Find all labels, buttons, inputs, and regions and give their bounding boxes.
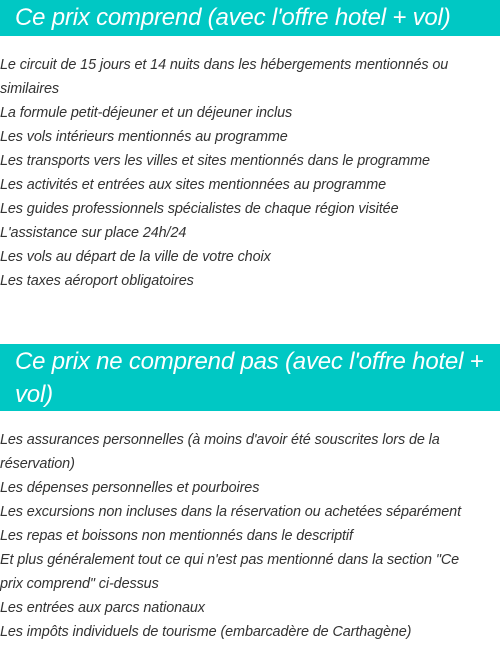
list-item: La formule petit-déjeuner et un déjeuner inclus [0, 105, 293, 121]
list-item: Les transports vers les villes et sites mentionnés dans le programme [0, 153, 430, 169]
list-item: Les dépenses personnelles et pourboires [0, 480, 260, 496]
list-item: L'assistance sur place 24h/24 [0, 225, 187, 241]
list-item: Les activités et entrées aux sites mentionnées au programme [0, 177, 387, 193]
excludes-list [0, 428, 500, 644]
list-item: Les entrées aux parcs nationaux [0, 600, 205, 616]
list-item: Et plus généralement tout ce qui n'est pas mentionné dans la section "Ce prix comprend" ci-dessus [0, 552, 460, 592]
list-item: Les excursions non incluses dans la réservation ou achetées séparément [0, 504, 461, 520]
list-item: Les vols au départ de la ville de votre choix [0, 249, 271, 265]
list-item: Le circuit de 15 jours et 14 nuits dans les hébergements mentionnés ou similaires [0, 57, 449, 97]
includes-list [0, 53, 500, 293]
list-item: Les assurances personnelles (à moins d'avoir été souscrites lors de la réservation) [0, 432, 440, 472]
list-item: Les impôts individuels de tourisme (embarcadère de Carthagène) [0, 624, 412, 640]
list-item: Les vols intérieurs mentionnés au programme [0, 129, 288, 145]
excludes-section-title: Ce prix ne comprend pas (avec l'offre hotel + vol) [0, 344, 500, 411]
includes-section-title: Ce prix comprend (avec l'offre hotel + vol) [0, 0, 500, 36]
list-item: Les guides professionnels spécialistes de chaque région visitée [0, 201, 399, 217]
list-item: Les repas et boissons non mentionnés dans le descriptif [0, 528, 353, 544]
list-item: Les taxes aéroport obligatoires [0, 273, 194, 289]
